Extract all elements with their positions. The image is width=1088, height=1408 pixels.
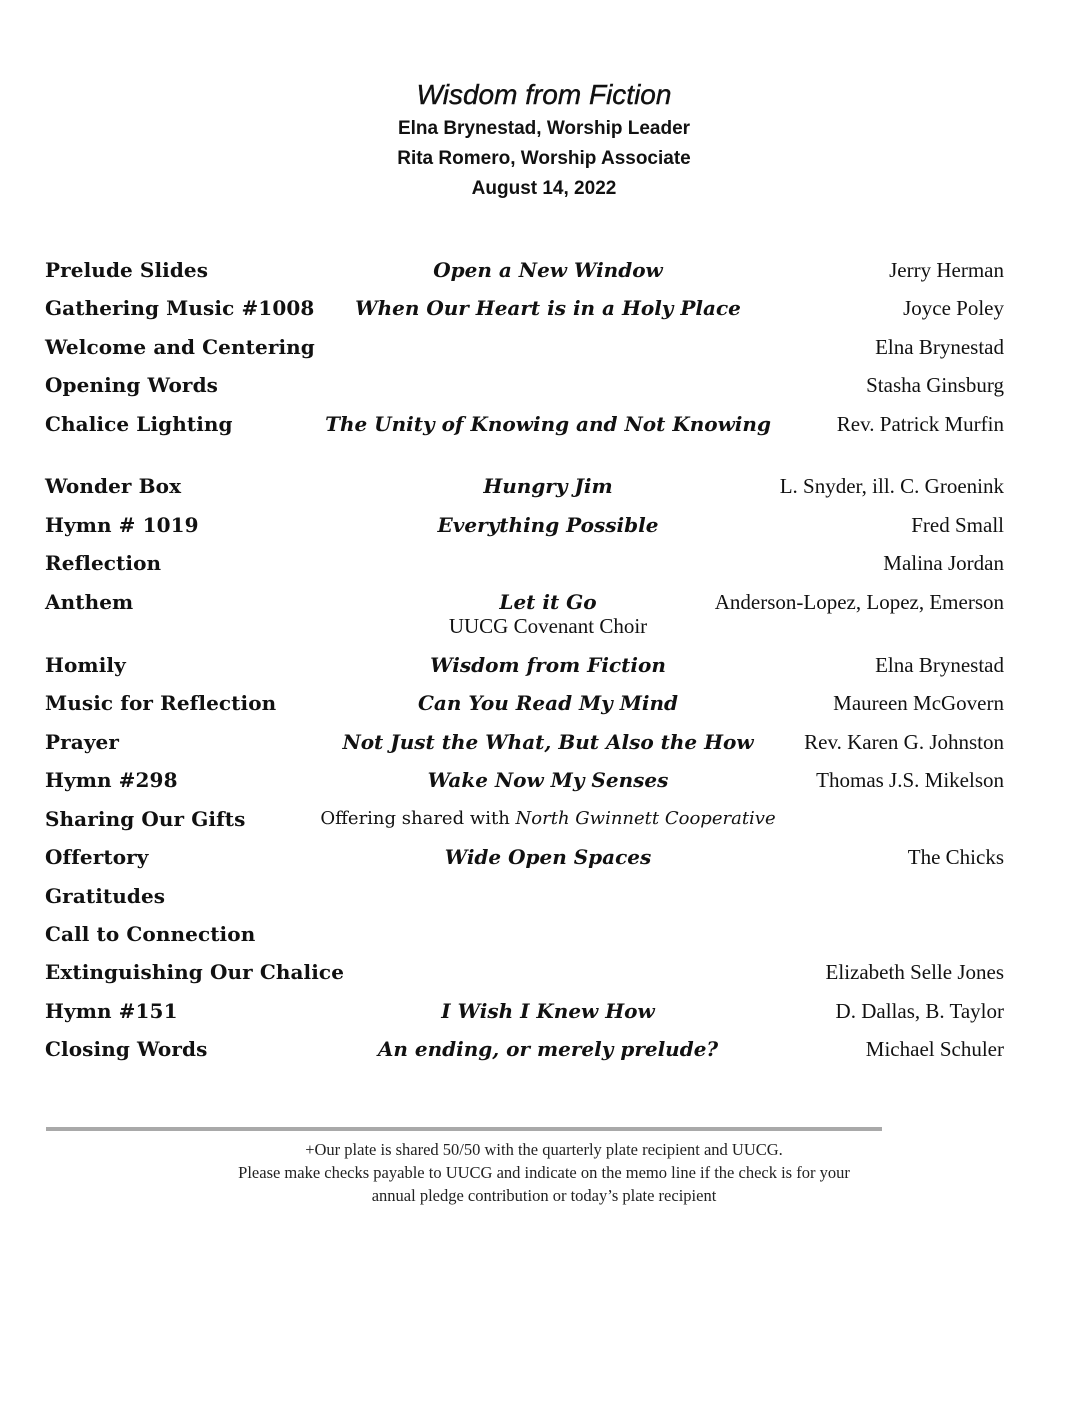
program-item-credit: L. Snyder, ill. C. Groenink	[779, 474, 1004, 498]
program-item-credit: The Chicks	[907, 845, 1004, 869]
program-row	[0, 1035, 1088, 1073]
divider	[46, 1127, 882, 1131]
program-item-credit: Maureen McGovern	[833, 691, 1004, 715]
program-item-credit: Stasha Ginsburg	[866, 373, 1004, 397]
program-row	[0, 588, 1088, 638]
program-item-piece: When Our Heart is in a Holy Place	[355, 296, 741, 320]
program-row	[0, 728, 1088, 766]
worship-associate: Rita Romero, Worship Associate	[397, 148, 691, 169]
program-item-label: Prelude Slides	[45, 258, 209, 282]
program-item-credit: Joyce Poley	[903, 296, 1004, 320]
program-row	[0, 997, 1088, 1035]
program-row	[0, 410, 1088, 448]
program-item-piece: Wake Now My Senses	[427, 768, 669, 792]
piece-plain-text: Offering shared with	[320, 808, 516, 829]
program-item-piece: An ending, or merely prelude?	[377, 1037, 719, 1061]
piece-italic-text: North Gwinnett Cooperative	[515, 808, 776, 829]
program-item-label: Wonder Box	[45, 474, 182, 498]
service-title: Wisdom from Fiction	[416, 79, 672, 110]
program-item-label: Gratitudes	[45, 884, 166, 908]
program-item-label: Hymn #151	[45, 999, 178, 1023]
program-item-label: Call to Connection	[45, 922, 256, 946]
program-item-piece: Everything Possible	[437, 513, 659, 537]
program-item-piece: Let it Go	[499, 590, 597, 614]
program-item-label: Hymn #298	[45, 768, 178, 792]
program-item-label: Music for Reflection	[45, 691, 277, 715]
program-item-credit: Rev. Karen G. Johnston	[804, 730, 1004, 754]
program-item-label: Prayer	[45, 730, 120, 754]
program-row	[0, 843, 1088, 881]
program-item-piece	[320, 805, 775, 833]
program-row	[0, 371, 1088, 409]
program-item-credit: Thomas J.S. Mikelson	[816, 768, 1004, 792]
program-item-piece: I Wish I Knew How	[441, 999, 655, 1023]
program-item-label: Opening Words	[45, 373, 219, 397]
program-item-label: Extinguishing Our Chalice	[45, 960, 345, 984]
program-item-piece: Wisdom from Fiction	[430, 653, 666, 677]
program-item-label: Welcome and Centering	[45, 335, 315, 359]
footer-line: annual pledge contribution or today’s plate recipient	[371, 1186, 717, 1205]
program-item-credit: Jerry Herman	[889, 258, 1004, 282]
program-item-credit: D. Dallas, B. Taylor	[835, 999, 1004, 1023]
program-item-piece: Open a New Window	[433, 258, 663, 282]
program-item-credit: Rev. Patrick Murfin	[836, 412, 1004, 436]
program-item-credit: Michael Schuler	[865, 1037, 1004, 1061]
program-item-piece: Not Just the What, But Also the How	[342, 730, 754, 754]
program-item-label: Gathering Music #1008	[45, 296, 315, 320]
footer-note	[0, 1138, 1088, 1207]
program-item-label: Hymn # 1019	[45, 513, 199, 537]
program-row	[0, 958, 1088, 996]
program-row	[0, 689, 1088, 727]
program-item-piece: The Unity of Knowing and Not Knowing	[325, 412, 771, 436]
program-item-credit: Elizabeth Selle Jones	[825, 960, 1004, 984]
footer-line: Please make checks payable to UUCG and indicate on the memo line if the check is for your	[238, 1163, 850, 1182]
program-item-label: Chalice Lighting	[45, 412, 233, 436]
program-item-piece: Hungry Jim	[483, 474, 613, 498]
program-item-label: Sharing Our Gifts	[45, 807, 246, 831]
program-item-label: Anthem	[45, 590, 134, 614]
program-row	[0, 294, 1088, 332]
program-item-label: Homily	[45, 653, 126, 677]
program-item-label: Reflection	[45, 551, 162, 575]
worship-leader: Elna Brynestad, Worship Leader	[397, 118, 691, 139]
program-row	[0, 766, 1088, 804]
program-item-credit: Elna Brynestad	[875, 653, 1004, 677]
program-item-credit: Anderson-Lopez, Lopez, Emerson	[714, 590, 1004, 614]
program-item-performer: UUCG Covenant Choir	[448, 614, 648, 638]
program-item-credit: Fred Small	[911, 513, 1004, 537]
program-item-label: Closing Words	[45, 1037, 208, 1061]
program-row	[0, 472, 1088, 510]
program-item-piece: Wide Open Spaces	[444, 845, 652, 869]
program-row	[0, 920, 1088, 958]
footer-line: +Our plate is shared 50/50 with the quarterly plate recipient and UUCG.	[305, 1140, 783, 1159]
program-item-credit: Malina Jordan	[883, 551, 1004, 575]
program-row	[0, 882, 1088, 920]
program-item-credit: Elna Brynestad	[875, 335, 1004, 359]
program-row	[0, 651, 1088, 689]
program-row	[0, 333, 1088, 371]
program-row	[0, 549, 1088, 587]
program-row	[0, 805, 1088, 843]
program-row	[0, 256, 1088, 294]
program-item-piece: Can You Read My Mind	[418, 691, 678, 715]
service-date: August 14, 2022	[471, 178, 617, 199]
program-row	[0, 511, 1088, 549]
program-item-label: Offertory	[45, 845, 149, 869]
